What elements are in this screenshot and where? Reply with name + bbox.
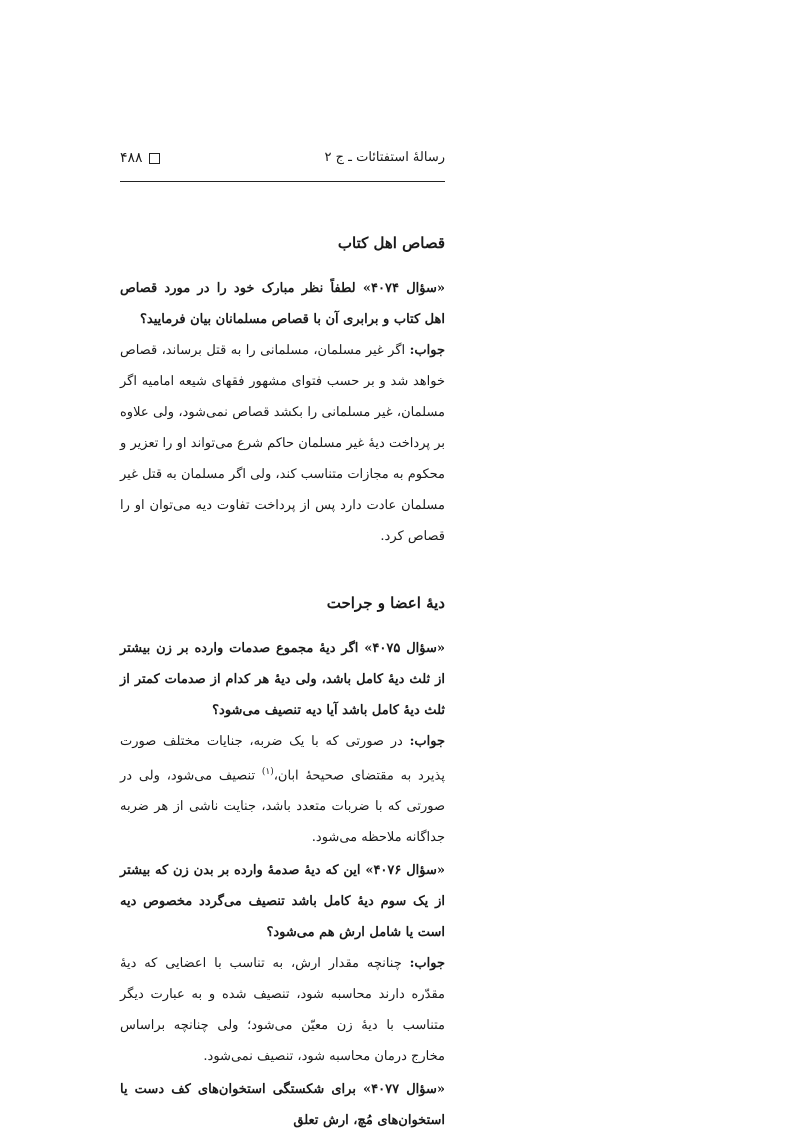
answer-text: اگر غیر مسلمان، مسلمانی را به قتل برساند، قصاص خواهد شد و بر حسب فتوای مشهور فقهای شیعه امامیه اگر مسلمان، غیر مسلمانی را بکشد قصاص نمی‌شود، ولی علاوه بر پرداخت دیهٔ غیر مسلمان حاکم شرع می‌تواند او را تعزیر و محکوم به مجازات متناسب کند، ولی اگر مسلمان به قتل غیر مسلمان عادت دارد پس از پرداخت تفاوت دیه می‌توان او را قصاص کرد. <box>120 343 445 544</box>
running-header <box>120 150 445 174</box>
answer-paragraph <box>120 948 445 1072</box>
answer-label: جواب: <box>409 343 445 358</box>
answer-text-tail: تنصیف می‌شود، ولی در صورتی که با ضربات متعدد باشد، جنایت ناشی از هر ضربه جداگانه ملاحظه می‌شود. <box>120 768 445 846</box>
question-text: «سؤال ۴۰۷۷» برای شکستگی استخوان‌های کف دست یا استخوان‌های مُچ، ارش تعلق <box>120 1082 445 1129</box>
footnote-marker: (۱) <box>261 767 274 777</box>
header-rule <box>120 181 445 182</box>
answer-text: چنانچه مقدار ارش، به تناسب با اعضایی که دیهٔ مقدّره دارند محاسبه شود، تنصیف شده و به عبارت دیگر متناسب با دیهٔ زن معیّن می‌شود؛ ولی چنانچه براساس مخارج درمان محاسبه شود، تنصیف نمی‌شود. <box>120 956 445 1065</box>
page-number-group <box>120 150 160 166</box>
section-title: دیهٔ اعضا و جراحت <box>326 594 445 612</box>
answer-paragraph <box>120 726 445 853</box>
question-text: «سؤال ۴۰۷۵» اگر دیهٔ مجموع صدمات وارده بر زن بیشتر از ثلث دیهٔ کامل باشد، ولی دیهٔ هر کدام از صدمات کمتر از ثلث دیهٔ کامل باشد آیا دیه تنصیف می‌شود؟ <box>120 641 445 718</box>
section-title: قصاص اهل کتاب <box>337 234 445 252</box>
square-bullet-icon <box>149 153 160 164</box>
question-text: «سؤال ۴۰۷۴» لطفاً نظر مبارک خود را در مورد قصاص اهل کتاب و برابری آن با قصاص مسلمانان بیان فرمایید؟ <box>120 281 445 327</box>
page-content <box>120 220 445 1136</box>
answer-label: جواب: <box>409 734 445 749</box>
answer-text: در صورتی که با یک ضربه، جنایات مختلف صورت پذیرد به مقتضای صحیحهٔ ابان، <box>120 734 445 784</box>
book-title: رسالهٔ استفتائات ـ ج ۲ <box>324 150 445 165</box>
question-text: «سؤال ۴۰۷۶» این که دیهٔ صدمهٔ وارده بر بدن زن که بیشتر از یک سوم دیهٔ کامل باشد تنصیف می‌گردد مخصوص دیه است یا شامل ارش هم می‌شود؟ <box>120 863 445 941</box>
answer-label: جواب: <box>409 956 445 972</box>
page-number: ۴۸۸ <box>120 150 143 166</box>
answer-paragraph <box>120 335 445 552</box>
